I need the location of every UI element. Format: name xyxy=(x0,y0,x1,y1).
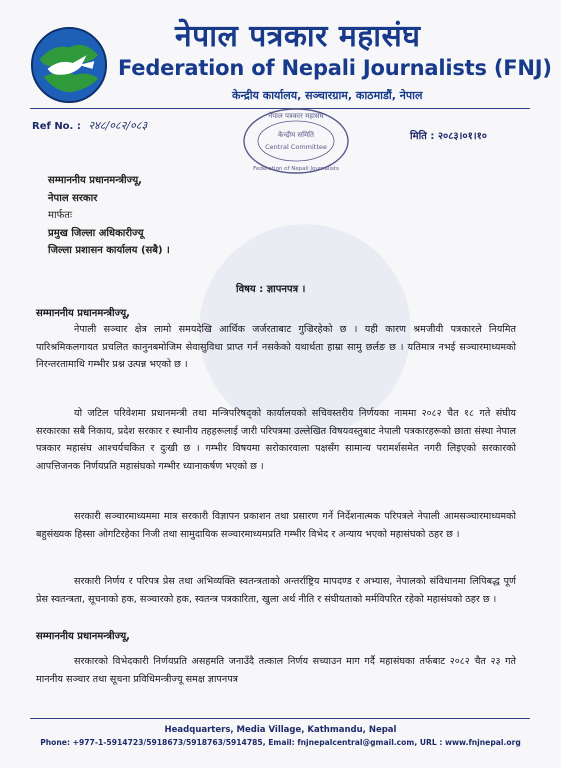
paragraph-4-text: सरकारी निर्णय र परिपत्र प्रेस तथा अभिव्यक्ति स्वतन्त्रताको अन्तर्राष्ट्रिय मापदण्ड र अभ्यास, नेपालको संविधानमा लिपिबद्ध पूर्ण प्रेस स्वतन्त्रता, सूचनाको हक, सञ्चारको हक, स्वतन्त्र पत्रकारिता, खुला अर्थ नीति र संघीयताको मर्मविपरित रहेको महासंघको ठहर छ । xyxy=(36,576,516,605)
org-name-english: Federation of Nepali Journalists (FNJ) xyxy=(118,56,552,80)
office-address: केन्द्रीय कार्यालय, सञ्चारग्राम, काठमाडौं, नेपाल xyxy=(232,89,423,102)
stamp-bottom-text: Federation of Nepali Journalists xyxy=(253,166,339,172)
stamp-central-committee: Central Committee xyxy=(265,143,327,151)
footer-divider xyxy=(30,718,530,719)
paragraph-3-text: सरकारी सञ्चारमाध्यममा मात्र सरकारी विज्ञापन प्रकाशन तथा प्रसारण गर्ने निर्देशनात्मक परिपत्रले नेपाली आमसञ्चारमाध्यमको बहुसंख्यक हिस्सा ओगटिरहेका निजी तथा सामुदायिक सञ्चारमाध्यमप्रति गम्भीर विभेद र अन्याय भएको महासंघको ठहर छ । xyxy=(36,511,516,540)
date-label: मिति : xyxy=(410,131,435,142)
paragraph-5 xyxy=(36,653,516,688)
paragraph-4 xyxy=(36,573,516,608)
paragraph-3 xyxy=(36,508,516,543)
footer-address: Headquarters, Media Village, Kathmandu, Nepal xyxy=(164,725,397,735)
addressee-block xyxy=(48,172,170,260)
date-value: २०८३।०१।१० xyxy=(437,131,488,142)
addressee-line-2: नेपाल सरकार xyxy=(48,192,98,204)
footer-contact: Phone: +977-1-5914723/5918673/5918763/5914785, Email: fnjnepalcentral@gmail.com, URL : www.fnjnepal.org xyxy=(40,738,521,747)
paragraph-2-text: यो जटिल परिवेशमा प्रधानमन्त्री तथा मन्त्रिपरिषद्को कार्यालयको सचिवस्तरीय निर्णयका नाममा २०८२ चैत १८ गते संघीय सरकारका सबै निकाय, प्रदेश सरकार र स्थानीय तहहरूलाई जारी परिपत्रमा उल्लेखित विषयवस्तुबाट नेपाली पत्रकारहरूको छाता संस्था नेपाल पत्रकार महासंघ आश्चर्यचकित र दुःखी छ । गम्भीर विषयमा सरोकारवाला पक्षसँग सामान्य परामर्शसमेत नगरी लिइएको सरकारको आपत्तिजनक निर्णयप्रति महासंघको गम्भीर ध्यानाकर्षण भएको छ । xyxy=(36,408,516,472)
letter-date xyxy=(410,128,487,142)
paragraph-5-text: सरकारको विभेदकारी निर्णयप्रति असहमति जनाउँदै तत्काल निर्णय सच्याउन माग गर्दै महासंघका तर्फबाट २०८२ चैत २३ गते माननीय सञ्चार तथा सूचना प्रविधिमन्त्रीज्यू समक्ष ज्ञापनपत्र xyxy=(36,656,516,685)
salutation: सम्माननीय प्रधानमन्त्रीज्यू, xyxy=(36,308,130,319)
subject-line: विषय : ज्ञापनपत्र । xyxy=(236,284,306,295)
reference-number xyxy=(32,118,147,133)
ref-label: Ref No. : xyxy=(32,121,81,132)
fnj-logo-icon xyxy=(30,26,108,104)
stamp-top-text: नेपाल पत्रकार महासंघ xyxy=(268,112,324,120)
addressee-line-1: सम्माननीय प्रधानमन्त्रीज्यू, xyxy=(48,175,142,186)
org-name-nepali: नेपाल पत्रकार महासंघ xyxy=(175,19,421,54)
addressee-line-4: प्रमुख जिल्ला अधिकारीज्यू xyxy=(48,227,144,239)
official-stamp-icon xyxy=(240,106,352,176)
paragraph-2 xyxy=(36,405,516,475)
addressee-line-5: जिल्ला प्रशासन कार्यालय (सबै) । xyxy=(48,245,170,256)
paragraph-1 xyxy=(36,321,516,374)
salutation-2: सम्माननीय प्रधानमन्त्रीज्यू, xyxy=(36,631,130,642)
addressee-line-3: मार्फतः xyxy=(48,210,72,221)
stamp-mid-text: केन्द्रीय समिति xyxy=(278,131,314,139)
ref-value: २४८/०८२/०८३ xyxy=(88,119,148,132)
paragraph-1-text: नेपाली सञ्चार क्षेत्र लामो समयदेखि आर्थिक जर्जरताबाट गुज्रिरहेको छ । यही कारण श्रमजीवी पत्रकारले नियमित पारिश्रमिकलगायत प्रचलित कानुनबमोजिम सेवासुविधा प्राप्त गर्न नसकेको यथार्थता हाम्रा सामु छर्लङ छ । यतिमात्र नभई सञ्चारमाध्यमको निरन्तरतामाथि गम्भीर प्रश्न उत्पन्न भएको छ । xyxy=(36,324,516,370)
